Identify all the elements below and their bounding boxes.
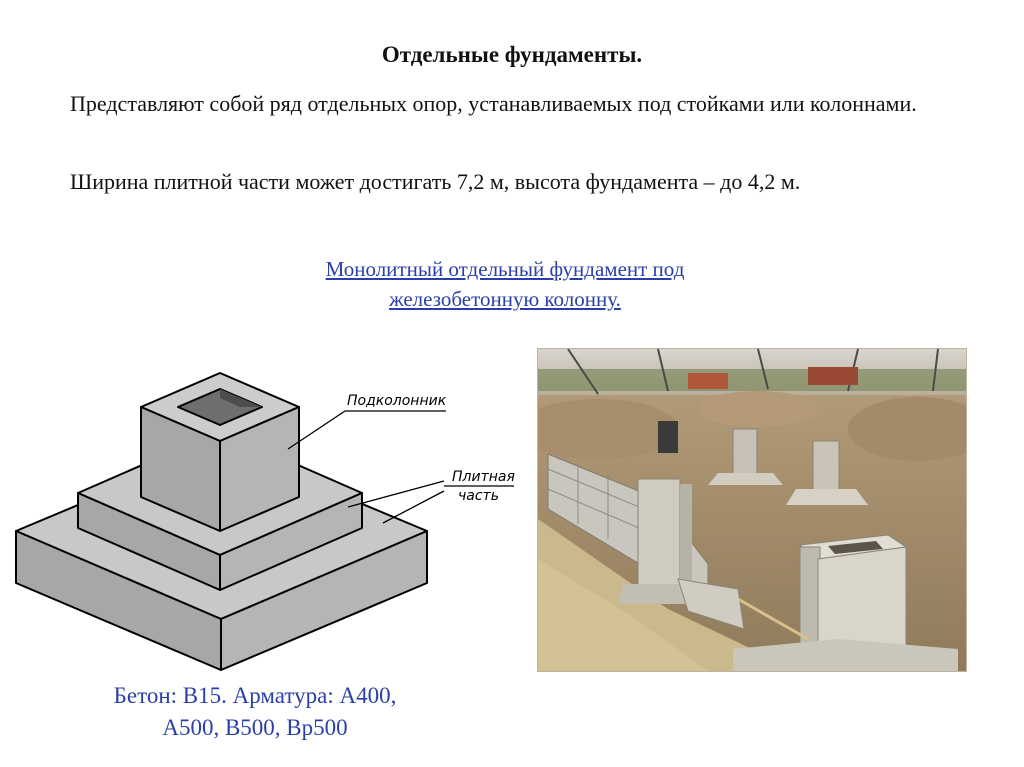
description-paragraph: Представляют собой ряд отдельных опор, устанавливаемых под стойками или колоннами.	[70, 91, 917, 116]
materials-note	[60, 680, 450, 744]
photo-caption	[250, 254, 760, 314]
slide-title: Отдельные фундаменты.	[381, 42, 643, 67]
foundation-diagram	[8, 360, 528, 680]
caption-link-line-1[interactable]: Монолитный отдельный фундамент под	[325, 257, 685, 281]
label-plate-line-1: Плитная	[452, 469, 515, 485]
materials-note-line-2: А500, В500, Вр500	[162, 715, 348, 740]
caption-link-line-2[interactable]: железобетонную колонну.	[389, 287, 621, 311]
dimensions-paragraph: Ширина плитной части может достигать 7,2 м, высота фундамента – до 4,2 м.	[70, 169, 801, 194]
label-column: Подколонник	[347, 393, 447, 409]
materials-note-line-1: Бетон: В15. Арматура: А400,	[113, 683, 397, 708]
construction-site-photo	[537, 348, 967, 672]
label-plate-line-2: часть	[458, 488, 499, 504]
